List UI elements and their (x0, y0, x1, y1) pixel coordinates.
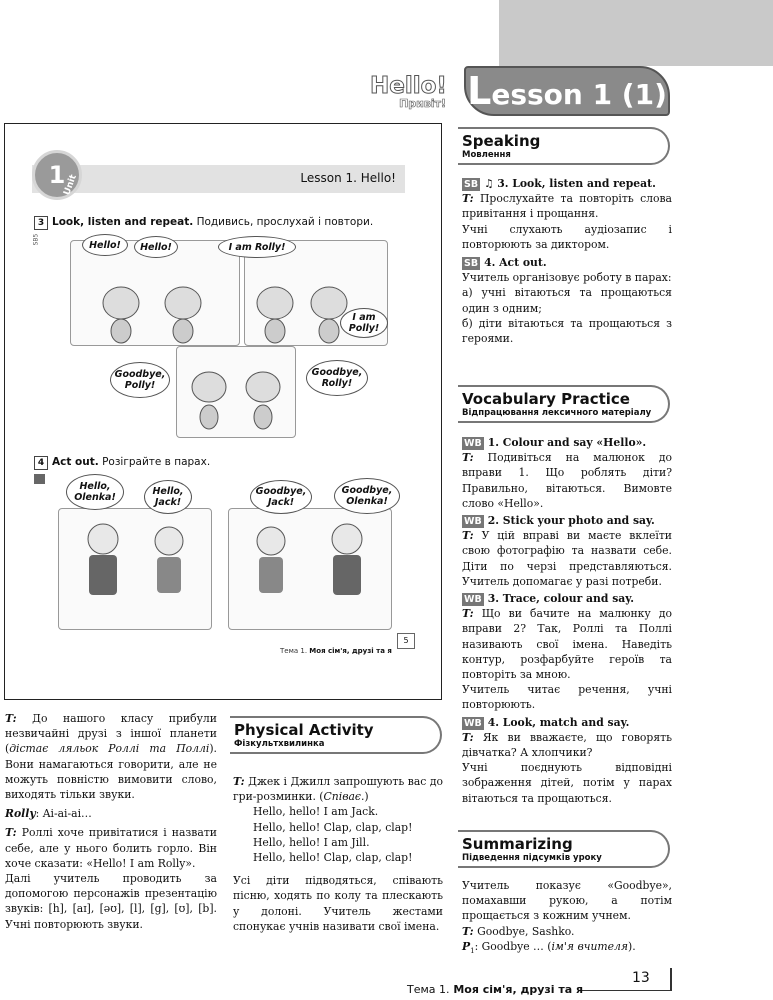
bubble-hello-jack: Hello, Jack! (144, 480, 192, 514)
physical-intro-end: ) (364, 790, 369, 804)
vocab-ex2-text: У цій вправі ви маєте вклеїти свою фотографію та назвати себе. Діти по черзі представляються. Учитель допомагає у разі потреби. (462, 529, 672, 588)
physical-teacher: T: (233, 775, 245, 788)
summarizing-teacher: T: (462, 924, 474, 938)
children-illustration-1 (59, 509, 211, 629)
exercise-3-title: Look, listen and repeat. (52, 216, 194, 228)
vocabulary-body (462, 435, 672, 806)
bubble-goodbye-polly: Goodbye, Polly! (110, 362, 170, 398)
speaking-ex3-line-1: Прослухайте та повторіть слова привітання і прощання. (462, 192, 672, 221)
unit-badge: 1 (32, 150, 82, 200)
vocab-ex1-text: Подивіться на малюнок до вправи 1. Що роблять діти? Правильно, вітаються. Вимовте слово «Hello». (462, 451, 672, 510)
bubble-hello-2: Hello! (134, 236, 178, 258)
aliens-illustration-3 (177, 347, 295, 437)
physical-intro-italic: Співає. (323, 790, 365, 804)
speaking-body (462, 176, 672, 346)
hello-heading (370, 74, 446, 110)
lesson-title (464, 66, 670, 116)
speaking-ex4-line-1: Учитель організовує роботу в парах: (462, 271, 672, 285)
left-rolly-label: Rolly (5, 807, 36, 821)
speaking-header (458, 127, 670, 165)
summarizing-subtitle: Підведення підсумків уроку (462, 853, 602, 863)
vocab-ex3-teacher: T: (462, 607, 474, 621)
speaking-ex3-line-2: Учні слухають аудіозапис і повторюють за диктором. (462, 222, 672, 251)
exercise-4-number: 4 (34, 456, 48, 470)
vocab-ex1-title: 1. Colour and say «Hello». (487, 436, 647, 449)
exercise-3-heading (34, 216, 373, 230)
pair-work-icon (34, 474, 45, 484)
bubble-hello-1: Hello! (82, 234, 128, 256)
left-column-text (5, 711, 217, 932)
speaking-subtitle: Мовлення (462, 150, 511, 160)
summarizing-line-3-italic: ім'я вчителя (551, 939, 629, 953)
left-p1-b: ). Вони намагаються говорити, але не можуть повністю вимовити слово, виходять тільки звуки. (5, 742, 217, 802)
left-p1-italic: дістає ляльок Роллі та Поллі (9, 742, 210, 756)
exercise-4-instruction: Розіграйте в парах. (98, 456, 211, 468)
physical-title: Physical Activity (234, 721, 374, 739)
physical-header (230, 716, 442, 754)
wb-badge-3: WB (464, 594, 482, 606)
summarizing-line-3-end: ). (628, 939, 636, 953)
wb-badge-2: WB (464, 516, 482, 528)
textbook-lesson-title: Lesson 1. Hello! (300, 171, 396, 185)
summarizing-header (458, 830, 670, 868)
bubble-goodbye-olenka: Goodbye, Olenka! (334, 478, 400, 514)
vocab-ex4-teacher: T: (462, 730, 474, 744)
summarizing-pupil: P (462, 939, 471, 953)
vocab-ex2-title: 2. Stick your photo and say. (487, 514, 655, 528)
vocabulary-subtitle: Відпрацювання лексичного матеріалу (462, 408, 652, 418)
footer-theme (407, 983, 583, 996)
children-goodbye-picture (228, 508, 392, 630)
hello-uk: Привіт! (399, 97, 446, 110)
vocab-ex4-extra: Учні поєднують відповідні зображення дітей, потім у парах вітаються та прощаються. (462, 761, 672, 805)
bubble-goodbye-jack: Goodbye, Jack! (250, 480, 312, 514)
summarizing-line-3: : Goodbye … ( (474, 939, 552, 953)
exercise-4-title: Act out. (52, 456, 99, 468)
left-teacher-2: T: (5, 826, 17, 840)
footer-horizontal-rule (580, 990, 672, 991)
left-p3: Далі учитель проводить за допомогою персонажів презентацію звуків: [h], [aɪ], [əʊ], [l], [g], [ʊ], [b]. Учні повторюють звуки. (5, 872, 217, 931)
vocab-ex3-extra: Учитель читає речення, учні повторюють. (462, 683, 672, 712)
aliens-goodbye-picture (176, 346, 296, 438)
bubble-i-am-polly: I am Polly! (340, 308, 388, 338)
vocab-ex3-text: Що ви бачите на малюнку до вправи 2? Так, Роллі та Поллі називають свої імена. Наведіть контур, розфарбуйте героїв та повторіть за мною. (462, 607, 672, 682)
sb-badge: SB (464, 179, 479, 190)
vocab-ex1-teacher: T: (462, 451, 474, 465)
hello-en: Hello! (370, 73, 447, 99)
exercise-3-instruction: Подивись, прослухай і повтори. (193, 216, 374, 228)
children-hello-picture (58, 508, 212, 630)
footer-theme-name: Моя сім'я, друзі та я (449, 983, 584, 996)
left-teacher-1: T: (5, 712, 17, 725)
summarizing-body (462, 878, 672, 959)
vocab-ex4-text: Як ви вважаєте, що говорять дівчатка? А хлопчики? (462, 730, 672, 760)
footer-vertical-rule (670, 968, 672, 990)
physical-subtitle: Фізкультхвилинка (234, 739, 325, 749)
lesson-letter: L (467, 69, 492, 113)
textbook-page-number: 5 (397, 633, 415, 649)
textbook-theme-name: Моя сім'я, друзі та я (309, 647, 392, 655)
vocab-ex3-title: 3. Trace, colour and say. (487, 592, 635, 606)
bubble-i-am-rolly: I am Rolly! (218, 236, 296, 258)
speaking-title: Speaking (462, 132, 541, 150)
summarizing-title: Summarizing (462, 835, 573, 853)
vocab-ex4-title: 4. Look, match and say. (487, 715, 630, 729)
song-line-2: Hello, hello! Clap, clap, clap! (253, 820, 413, 834)
left-p1-a: До нашого класу прибули незвичайні друзі з іншої планети ( (5, 712, 217, 756)
song-line-3: Hello, hello! I am Jill. (253, 835, 370, 849)
speaking-ex4-line-3: б) діти вітаються та прощаються з героями. (462, 316, 672, 346)
physical-body (233, 774, 443, 934)
physical-after: Усі діти підводяться, співають пісню, ходять по колу та плескають у долоні. Учитель жестами спонукає учнів називати свої імена. (233, 874, 443, 933)
speaking-ex3-title: 3. Look, listen and repeat. (497, 177, 656, 190)
textbook-page-theme (280, 647, 392, 655)
sb-side-label: SB5 (32, 233, 40, 246)
speaking-ex4-line-2: а) учні вітаються та прощаються один з одним; (462, 286, 672, 315)
bubble-hello-olenka: Hello, Olenka! (66, 474, 124, 510)
vocabulary-header (458, 385, 670, 423)
left-rolly-line: : Ai-ai-ai… (35, 807, 92, 821)
song-line-1: Hello, hello! I am Jack. (253, 805, 379, 819)
summarizing-pupil-index: 1 (470, 946, 475, 955)
wb-badge-1: WB (464, 438, 482, 449)
sb-badge-2: SB (464, 258, 479, 270)
exercise-4-heading (34, 456, 210, 470)
audio-icon: ♫ (484, 177, 494, 190)
bubble-goodbye-rolly: Goodbye, Rolly! (306, 360, 368, 396)
vocab-ex2-teacher: T: (462, 529, 474, 543)
song-line-4: Hello, hello! Clap, clap, clap! (253, 851, 413, 865)
physical-intro: Джек і Джилл запрошують вас до гри-розминки. ( (233, 775, 443, 804)
vocabulary-title: Vocabulary Practice (462, 390, 630, 408)
exercise-3-number: 3 (34, 216, 48, 230)
corner-decoration (499, 0, 773, 66)
summarizing-line-2: Goodbye, Sashko. (473, 924, 575, 938)
unit-word: Unit (62, 173, 79, 197)
left-p2: Роллі хоче привітатися і назвати себе, але у нього болить горло. Він хоче сказати: «Hello! I am Rolly». (5, 826, 217, 870)
textbook-theme-prefix: Тема 1. (280, 647, 308, 655)
wb-badge-4: WB (464, 717, 482, 729)
footer-theme-prefix: Тема 1. (407, 983, 450, 996)
speaking-ex4-title: 4. Act out. (484, 256, 547, 270)
children-illustration-2 (229, 509, 391, 629)
teacher-label: T: (462, 192, 474, 206)
page-number: 13 (632, 970, 650, 986)
lesson-rest: esson 1 (1) (491, 78, 667, 111)
summarizing-line-1: Учитель показує «Goodbye», помахавши рукою, а потім прощається з кожним учнем. (462, 879, 672, 923)
